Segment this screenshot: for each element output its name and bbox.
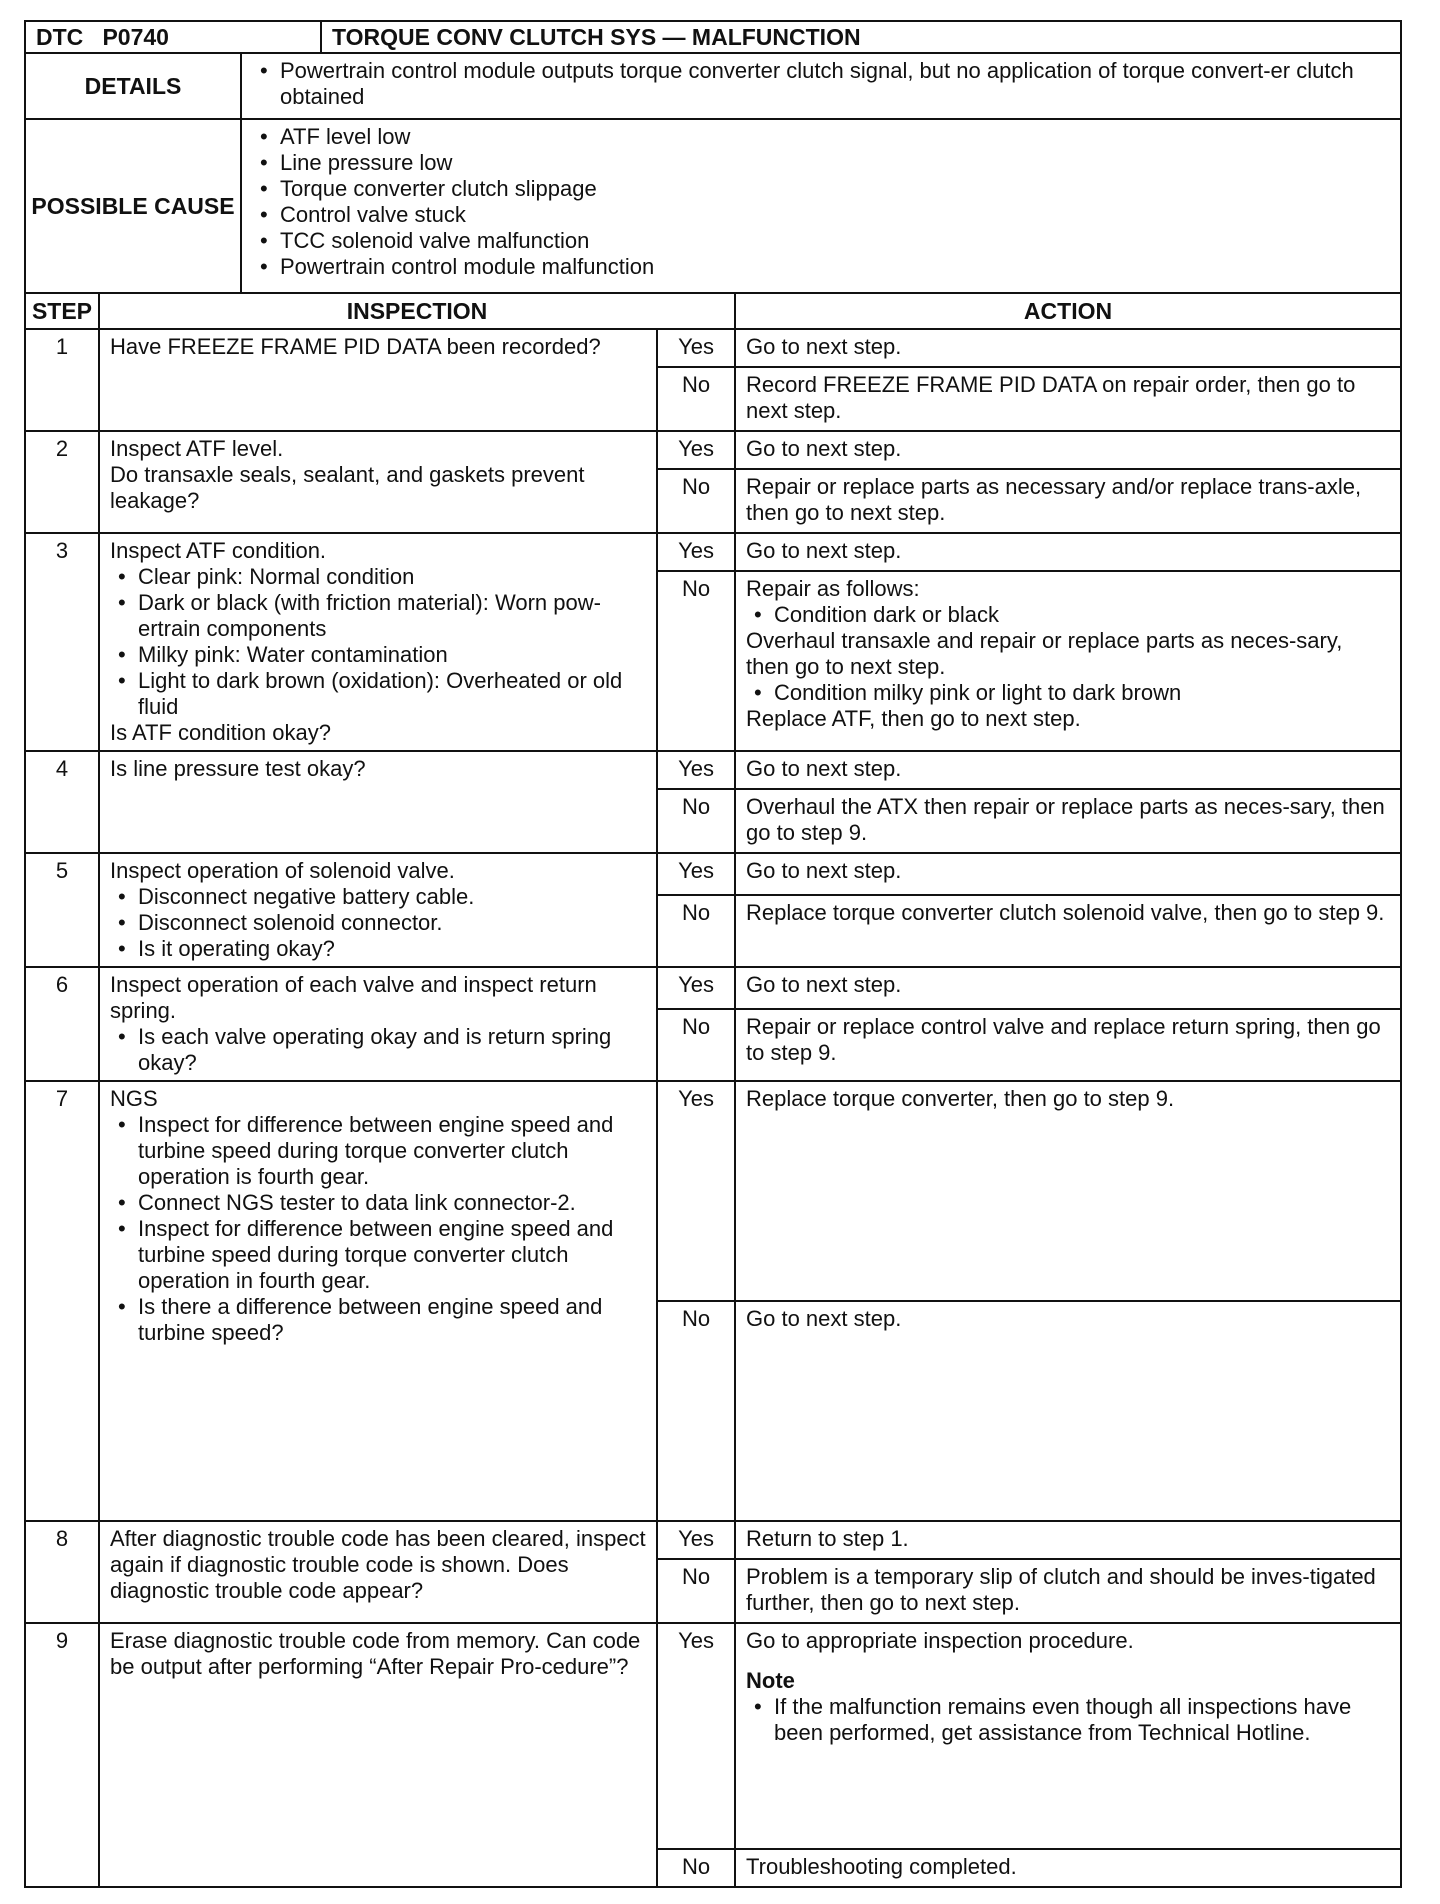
no-action: Troubleshooting completed. <box>735 1849 1401 1887</box>
details-item: • Powertrain control module outputs torque converter clutch signal, but no application of torque convert-er clutch obtained <box>252 58 1390 110</box>
cause-item: • Torque converter clutch slippage <box>252 176 1390 202</box>
inspection-line: Inspect ATF condition. <box>110 538 327 563</box>
no-label: No <box>657 1849 735 1887</box>
possible-cause-label: POSSIBLE CAUSE <box>25 119 241 293</box>
step-number: 8 <box>25 1521 99 1623</box>
cause-item: • TCC solenoid valve malfunction <box>252 228 1390 254</box>
inspection-bullet: • Light to dark brown (oxidation): Overheated or old fluid <box>110 668 646 720</box>
yes-label: Yes <box>657 853 735 895</box>
inspection-bullet: • Disconnect solenoid connector. <box>110 910 646 936</box>
inspection-bullet: • Is there a difference between engine speed and turbine speed? <box>110 1294 646 1346</box>
no-label: No <box>657 469 735 533</box>
details-content <box>241 53 1401 119</box>
no-label: No <box>657 1009 735 1081</box>
dtc-label: DTC <box>36 24 84 50</box>
inspection-line: Inspect operation of solenoid valve. <box>110 858 455 883</box>
step-inspection: Is line pressure test okay? <box>99 751 657 853</box>
dtc-title: TORQUE CONV CLUTCH SYS — MALFUNCTION <box>321 21 1401 53</box>
possible-cause-content <box>241 119 1401 293</box>
action-bullet: • Condition dark or black <box>746 602 1390 628</box>
note-title: Note <box>746 1668 795 1693</box>
cause-item: • Line pressure low <box>252 150 1390 176</box>
yes-action: Go to next step. <box>735 853 1401 895</box>
yes-action: Go to next step. <box>735 431 1401 469</box>
yes-action <box>735 1623 1401 1849</box>
step-inspection <box>99 853 657 967</box>
step-inspection: After diagnostic trouble code has been cleared, inspect again if diagnostic trouble code is shown. Does diagnostic trouble code appear? <box>99 1521 657 1623</box>
yes-action: Go to next step. <box>735 751 1401 789</box>
no-action: Overhaul the ATX then repair or replace parts as neces-sary, then go to step 9. <box>735 789 1401 853</box>
yes-action: Go to next step. <box>735 329 1401 367</box>
no-action: Repair or replace control valve and replace return spring, then go to step 9. <box>735 1009 1401 1081</box>
no-action <box>735 571 1401 751</box>
dtc-code-cell <box>25 21 321 53</box>
cause-item: • Control valve stuck <box>252 202 1390 228</box>
col-step-header: STEP <box>25 293 99 329</box>
note-bullet: • If the malfunction remains even though all inspections have been performed, get assistance from Technical Hotline. <box>746 1694 1390 1746</box>
step-number: 6 <box>25 967 99 1081</box>
yes-label: Yes <box>657 1521 735 1559</box>
inspection-bullet: • Disconnect negative battery cable. <box>110 884 646 910</box>
inspection-bullet: • Is each valve operating okay and is return spring okay? <box>110 1024 646 1076</box>
step-inspection <box>99 967 657 1081</box>
step-number: 1 <box>25 329 99 431</box>
inspection-bullet: • Dark or black (with friction material): Worn pow-ertrain components <box>110 590 646 642</box>
step-number: 2 <box>25 431 99 533</box>
yes-label: Yes <box>657 329 735 367</box>
inspection-line: Inspect ATF level. <box>110 436 284 461</box>
step-number: 4 <box>25 751 99 853</box>
action-line: Replace ATF, then go to next step. <box>746 706 1081 731</box>
inspection-line: Do transaxle seals, sealant, and gaskets prevent leakage? <box>110 462 585 513</box>
inspection-bullet: • Inspect for difference between engine speed and turbine speed during torque converter clutch operation is fourth gear. <box>110 1112 646 1190</box>
dtc-summary-table <box>24 20 1402 294</box>
step-inspection: Have FREEZE FRAME PID DATA been recorded? <box>99 329 657 431</box>
no-action: Go to next step. <box>735 1301 1401 1521</box>
yes-label: Yes <box>657 533 735 571</box>
yes-label: Yes <box>657 1623 735 1849</box>
no-action: Replace torque converter clutch solenoid valve, then go to step 9. <box>735 895 1401 967</box>
inspection-bullet: • Connect NGS tester to data link connector-2. <box>110 1190 646 1216</box>
cause-item: • ATF level low <box>252 124 1390 150</box>
no-label: No <box>657 367 735 431</box>
yes-action: Go to next step. <box>735 533 1401 571</box>
no-label: No <box>657 1559 735 1623</box>
no-action: Repair or replace parts as necessary and/or replace trans-axle, then go to next step. <box>735 469 1401 533</box>
inspection-bullet: • Is it operating okay? <box>110 936 646 962</box>
action-line: Go to appropriate inspection procedure. <box>746 1628 1134 1653</box>
yes-action: Go to next step. <box>735 967 1401 1009</box>
step-number: 9 <box>25 1623 99 1887</box>
inspection-line: Is ATF condition okay? <box>110 720 331 745</box>
yes-label: Yes <box>657 751 735 789</box>
steps-table <box>24 292 1402 1888</box>
inspection-bullet: • Milky pink: Water contamination <box>110 642 646 668</box>
no-label: No <box>657 895 735 967</box>
yes-label: Yes <box>657 967 735 1009</box>
step-inspection <box>99 1081 657 1521</box>
action-line: Repair as follows: <box>746 576 920 601</box>
no-label: No <box>657 789 735 853</box>
yes-label: Yes <box>657 1081 735 1301</box>
col-inspection-header: INSPECTION <box>99 293 735 329</box>
col-action-header: ACTION <box>735 293 1401 329</box>
step-number: 3 <box>25 533 99 751</box>
yes-label: Yes <box>657 431 735 469</box>
step-inspection <box>99 533 657 751</box>
step-number: 5 <box>25 853 99 967</box>
yes-action: Replace torque converter, then go to step 9. <box>735 1081 1401 1301</box>
no-label: No <box>657 1301 735 1521</box>
inspection-bullet: • Clear pink: Normal condition <box>110 564 646 590</box>
step-inspection <box>99 431 657 533</box>
step-number: 7 <box>25 1081 99 1521</box>
action-line: Overhaul transaxle and repair or replace parts as neces-sary, then go to next step. <box>746 628 1343 679</box>
yes-action: Return to step 1. <box>735 1521 1401 1559</box>
step-inspection: Erase diagnostic trouble code from memory. Can code be output after performing “After Repair Pro-cedure”? <box>99 1623 657 1887</box>
dtc-page <box>24 20 1402 1888</box>
inspection-line: Inspect operation of each valve and inspect return spring. <box>110 972 597 1023</box>
action-bullet: • Condition milky pink or light to dark brown <box>746 680 1390 706</box>
dtc-code: P0740 <box>102 24 169 50</box>
cause-item: • Powertrain control module malfunction <box>252 254 1390 280</box>
details-label: DETAILS <box>25 53 241 119</box>
inspection-bullet: • Inspect for difference between engine speed and turbine speed during torque converter clutch operation in fourth gear. <box>110 1216 646 1294</box>
no-action: Record FREEZE FRAME PID DATA on repair order, then go to next step. <box>735 367 1401 431</box>
no-label: No <box>657 571 735 751</box>
no-action: Problem is a temporary slip of clutch and should be inves-tigated further, then go to next step. <box>735 1559 1401 1623</box>
inspection-line: NGS <box>110 1086 158 1111</box>
